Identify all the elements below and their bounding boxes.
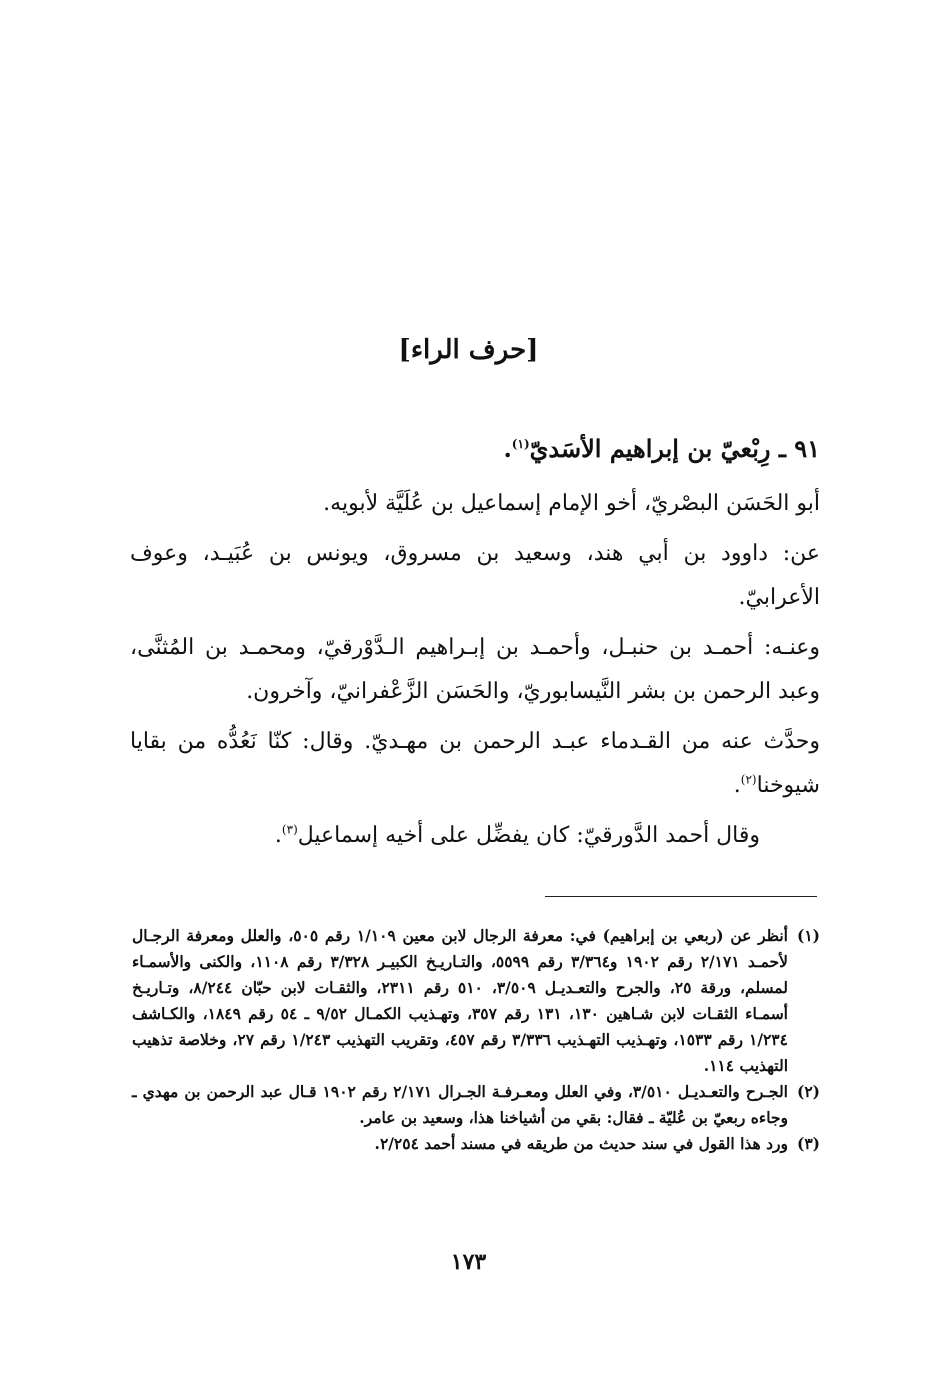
footnote-number: (١) (796, 926, 820, 945)
paragraph-text: وعنـه: أحمـد بن حنبـل، وأحمـد بن إبـراهيم الـدَّوْرقيّ، ومحمـد بن المُثنَّى، وعبد الرحمن بن بشر النَّيسابوريّ، والحَسَن الزَّعْفرانيّ، وآخرون. (130, 635, 820, 704)
paragraph-text: وقال أحمد الدَّورقيّ: كان يفضِّل على أخيه إسماعيل (297, 823, 760, 848)
footnote-text: الجـرح والتعـديـل ٣/٥١٠، وفي العلل ومعـرفـة الجـرال ٢/١٧١ رقم ١٩٠٢ قـال عبد الرحمن بن مهدي ـ وجاءه ربعيّ بن عُليّة ـ فقال: بقي من أشياخنا هذا، وسعيد بن عامر. (132, 1082, 788, 1127)
footnote-number: (٢) (796, 1082, 820, 1101)
paragraph-dawraqi (130, 814, 820, 858)
paragraph-end: . (733, 773, 741, 798)
footnote-text: أنظر عن (ربعي بن إبراهيم) في: معرفة الرجال لابن معين ١/١٠٩ رقم ٥٠٥، والعلل ومعرفة الرجـال لأحمـد ٢/١٧١ رقم ١٩٠٢ و٣/٣٦٤ رقم ٥٥٩٩، والتـاريـخ الكبيـر ٣/٣٢٨ رقم ١١٠٨، والكنى والأسمـاء لمسلم، ورقة ٢٥، والجرح والتعـديـل ٣/٥٠٩، ٥١٠ رقم ٢٣١١، والثقـات لابن حبّان ٨/٢٤٤، وتـاريـخ أسمـاء الثقـات لابن شـاهين ١٣٠، ١٣١ رقم ٣٥٧، وتهـذيب الكمـال ٩/٥٢ ـ ٥٤ رقم ١٨٤٩، والكـاشف ١/٢٣٤ رقم ١٥٣٣، وتهـذيب التهـذيب ٣/٣٣٦ رقم ٤٥٧، وتقريب التهذيب ١/٢٤٣ رقم ٢٧، وخلاصة تذهيب التهذيب ١١٤. (132, 926, 788, 1075)
paragraph-teachers (130, 532, 820, 620)
paragraph-narration (130, 720, 820, 808)
entry-heading-text: ٩١ ـ رِبْعيّ بن إبراهيم الأسَديّ (529, 434, 820, 463)
paragraph-end: . (274, 823, 282, 848)
footnote-2 (132, 1079, 820, 1131)
footnote-ref-3[interactable]: (٣) (281, 822, 298, 837)
paragraph-kunya (130, 482, 820, 526)
paragraph-text: وحدَّث عنه من القـدماء عبـد الرحمن بن مهـديّ. وقال: كنّا نَعُدُّه من بقايا شيوخنا (130, 729, 820, 798)
entry-heading-end: . (503, 434, 512, 463)
entry-body (130, 428, 820, 864)
footnote-text: ورد هذا القول في سند حديث من طريقه في مسند أحمد ٢/٢٥٤. (374, 1134, 788, 1153)
paragraph-students (130, 626, 820, 714)
footnote-ref-1[interactable]: (١) (511, 437, 530, 451)
chapter-title: [حرف الراء] (398, 335, 539, 365)
page-number: ١٧٣ (450, 1249, 487, 1275)
footnote-1 (132, 923, 820, 1079)
paragraph-text: عن: داوود بن أبي هند، وسعيد بن مسروق، ويونس بن عُبَيـد، وعوف الأعرابيّ. (130, 541, 820, 610)
footnote-ref-2[interactable]: (٢) (740, 772, 757, 787)
paragraph-text: أبو الحَسَن البصْريّ، أخو الإمام إسماعيل بن عُلَيَّة لأبويه. (323, 491, 820, 516)
entry-heading (130, 428, 820, 470)
footnotes (132, 923, 820, 1157)
footnote-separator (545, 896, 817, 897)
footnote-number: (٣) (796, 1134, 820, 1153)
footnote-3 (132, 1131, 820, 1157)
